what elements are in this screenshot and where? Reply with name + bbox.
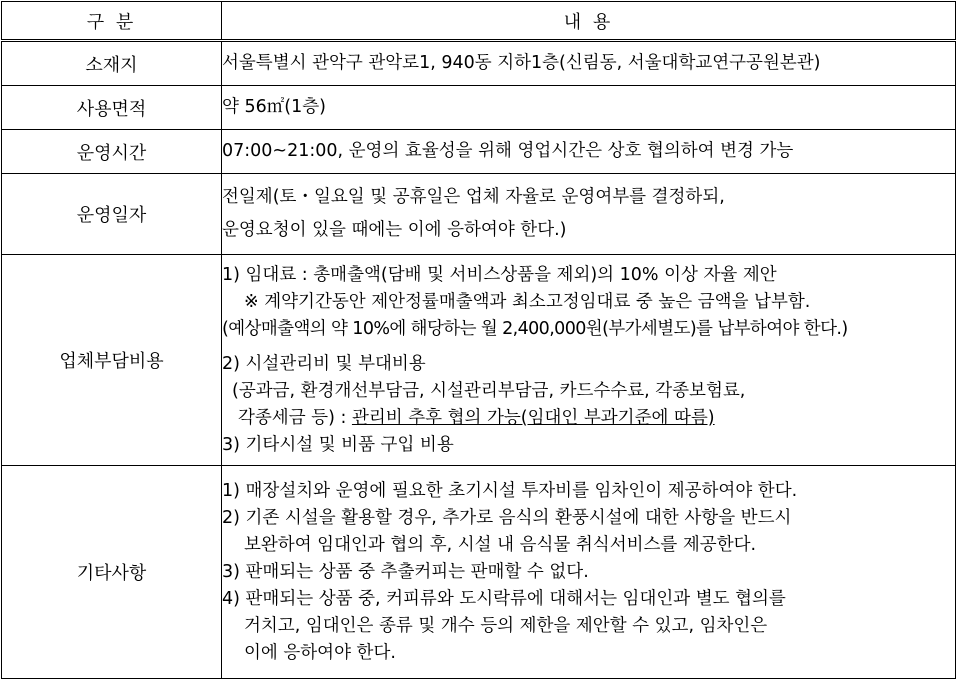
table-row	[2, 255, 956, 466]
spacer	[222, 343, 955, 351]
table-row	[2, 41, 956, 86]
content-line: ※ 계약기간동안 제안정률매출액과 최소고정임대료 중 높은 금액을 납부함.	[244, 291, 811, 312]
underlined-note: 관리비 추후 협의 가능(임대인 부과기준에 따름)	[351, 407, 715, 428]
row-label-other: 기타사항	[2, 466, 222, 679]
table-row	[2, 466, 956, 679]
content-line: (예상매출액의 약 10%에 해당하는 월 2,400,000원(부가세별도)를 납부하여야 한다.)	[222, 318, 848, 339]
content-line: 3) 기타시설 및 비품 구입 비용	[222, 434, 454, 455]
content-line: 1) 임대료 : 총매출액(담배 및 서비스상품을 제외)의 10% 이상 자율 제안	[222, 264, 777, 285]
content-line: 거치고, 임대인은 종류 및 개수 등의 제한을 제안할 수 있고, 임차인은	[244, 615, 768, 636]
content-line: 1) 매장설치와 운영에 필요한 초기시설 투자비를 임차인이 제공하여야 한다.	[222, 480, 798, 501]
content-line: 2) 기존 시설을 활용할 경우, 추가로 음식의 환풍시설에 대한 사항을 반드시	[222, 507, 792, 528]
content-line: 약 56㎡(1층)	[222, 97, 326, 117]
header-content: 내 용	[222, 2, 956, 41]
table-row	[2, 130, 956, 174]
lease-terms-table	[1, 1, 956, 679]
row-label-costs: 업체부담비용	[2, 255, 222, 466]
content-line: 전일제(토・일요일 및 공휴일은 업체 자율로 운영여부를 결정하되,	[222, 187, 725, 207]
content-text: 각종세금 등) :	[238, 407, 352, 428]
table-header-row	[2, 2, 956, 41]
row-content-area	[222, 86, 956, 130]
row-label-days: 운영일자	[2, 174, 222, 255]
content-line: 07:00~21:00, 운영의 효율성을 위해 영업시간은 상호 협의하여 변경 가능	[222, 141, 794, 161]
content-line: 보완하여 임대인과 협의 후, 시설 내 음식물 취식서비스를 제공한다.	[244, 534, 757, 555]
content-line: 4) 판매되는 상품 중, 커피류와 도시락류에 대해서는 임대인과 별도 협의를	[222, 588, 786, 609]
header-category: 구 분	[2, 2, 222, 41]
content-line: 운영요청이 있을 때에는 이에 응하여야 한다.)	[222, 220, 567, 240]
table-row	[2, 174, 956, 255]
row-content-hours	[222, 130, 956, 174]
row-label-location: 소재지	[2, 41, 222, 86]
row-label-area: 사용면적	[2, 86, 222, 130]
content-line: (공과금, 환경개선부담금, 시설관리부담금, 카드수수료, 각종보험료,	[232, 380, 746, 401]
content-line: 2) 시설관리비 및 부대비용	[222, 353, 426, 374]
content-line	[222, 405, 955, 432]
row-content-location	[222, 41, 956, 86]
content-line: 이에 응하여야 한다.	[244, 642, 396, 663]
table-row	[2, 86, 956, 130]
row-content-costs	[222, 255, 956, 466]
content-line: 서울특별시 관악구 관악로1, 940동 지하1층(신림동, 서울대학교연구공원본관)	[222, 53, 821, 73]
row-label-hours: 운영시간	[2, 130, 222, 174]
row-content-other	[222, 466, 956, 679]
content-line: 3) 판매되는 상품 중 추출커피는 판매할 수 없다.	[222, 561, 589, 582]
row-content-days	[222, 174, 956, 255]
